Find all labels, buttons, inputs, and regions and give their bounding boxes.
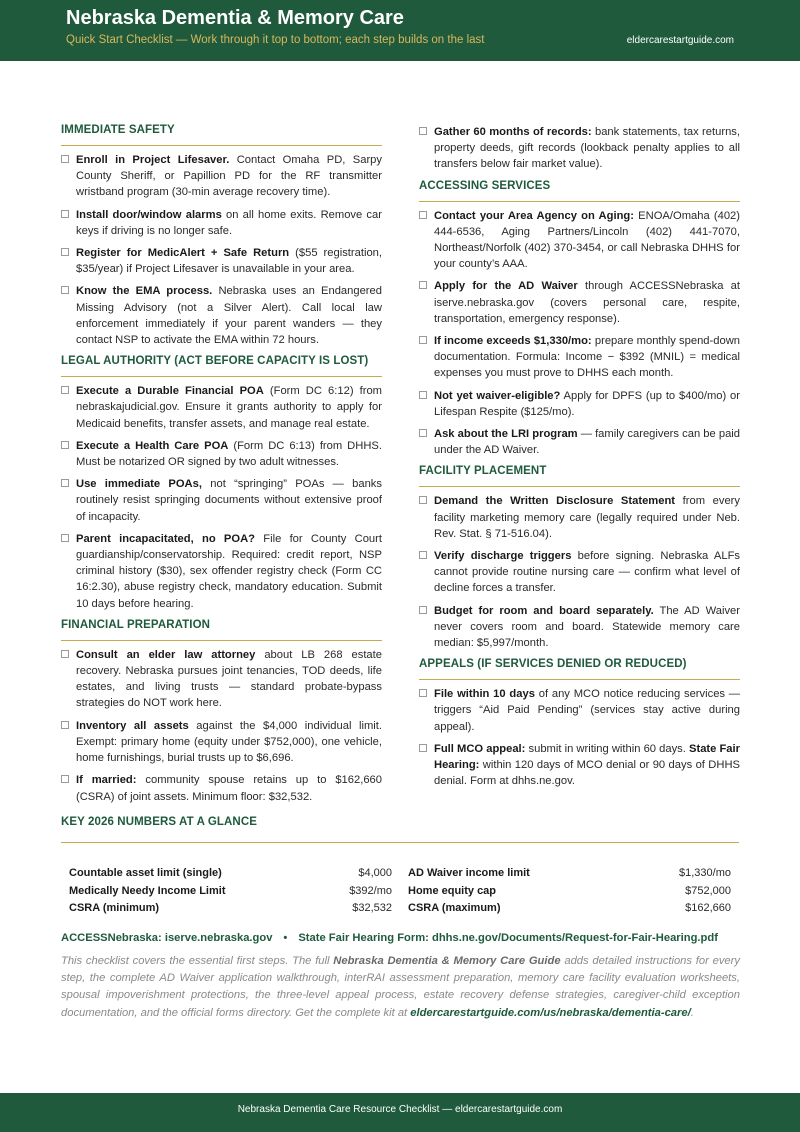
item-text: Contact Omaha PD, Sarpy County Sheriff, or Papillion PD for the RF transmitter wristband program (30-min average recovery time). bbox=[76, 154, 382, 199]
item-title: Enroll in Project Lifesaver. bbox=[76, 154, 230, 166]
checkbox-icon[interactable] bbox=[419, 336, 427, 344]
checkbox-icon[interactable] bbox=[61, 650, 69, 658]
item-title: File within 10 days bbox=[434, 688, 535, 701]
key-number-value: $752,000 bbox=[685, 884, 731, 897]
checklist-item bbox=[61, 531, 382, 612]
key-number-value: $1,330/mo bbox=[679, 867, 731, 879]
item-text: on all home exits. Remove car keys if driving is no longer safe. bbox=[76, 208, 382, 237]
item-title: Budget for room and board separately. bbox=[434, 604, 654, 617]
checkbox-icon[interactable] bbox=[61, 775, 69, 783]
key-numbers-section bbox=[61, 816, 739, 918]
checkbox-icon[interactable] bbox=[419, 689, 427, 697]
item-text: of any MCO notice reducing services — triggers “Aid Paid Pending” (services stay active during appeal). bbox=[434, 688, 740, 733]
checkbox-icon[interactable] bbox=[419, 211, 427, 219]
header-site: eldercarestartguide.com bbox=[626, 35, 734, 46]
cta-end: . bbox=[690, 1006, 694, 1019]
checklist-item bbox=[419, 208, 740, 273]
item-title: Execute a Durable Financial POA bbox=[76, 385, 264, 398]
key-number-value: $32,532 bbox=[352, 902, 392, 915]
checklist-item bbox=[419, 493, 740, 542]
section-heading: IMMEDIATE SAFETY bbox=[61, 124, 382, 146]
checklist-item bbox=[61, 152, 382, 201]
checklist-item bbox=[419, 548, 740, 597]
checkbox-icon[interactable] bbox=[419, 429, 427, 437]
checkbox-icon[interactable] bbox=[419, 606, 427, 614]
item-title: Contact your Area Agency on Aging: bbox=[434, 209, 634, 222]
item-title: Parent incapacitated, no POA? bbox=[76, 532, 255, 545]
checklist-item bbox=[61, 647, 382, 712]
item-title: Apply for the AD Waiver bbox=[434, 280, 578, 293]
key-number-row bbox=[69, 883, 392, 901]
key-number-label: Countable asset limit (single) bbox=[69, 867, 222, 879]
checklist-item bbox=[419, 741, 740, 790]
item-text: from every facility marketing memory care (legally required under Neb. Rev. Stat. § 71-516.04). bbox=[434, 495, 741, 540]
checkbox-icon[interactable] bbox=[61, 155, 69, 163]
checkbox-icon[interactable] bbox=[61, 441, 69, 449]
checklist-item bbox=[61, 245, 382, 277]
checkbox-icon[interactable] bbox=[419, 281, 427, 289]
checklist-item bbox=[61, 718, 382, 767]
item-text-secondary: within 120 days of MCO denial or 90 days of DHHS denial. Form at dhhs.ne.gov. bbox=[434, 759, 740, 788]
item-text: Apply for DPFS (up to $400/mo) or Lifespan Respite ($125/mo). bbox=[434, 389, 740, 418]
section-heading: FACILITY PLACEMENT bbox=[419, 465, 740, 487]
item-title: Inventory all assets bbox=[76, 719, 189, 732]
item-title: Demand the Written Disclosure Statement bbox=[434, 495, 676, 508]
key-number-row bbox=[408, 883, 731, 901]
key-numbers-right bbox=[408, 865, 731, 918]
item-title: Install door/window alarms bbox=[76, 208, 222, 221]
item-text: before signing. Nebraska ALFs cannot provide routine nursing care — confirm what level of decline forces a transfer. bbox=[434, 550, 740, 595]
item-title: Execute a Health Care POA bbox=[76, 439, 229, 452]
item-title: Register for MedicAlert + Safe Return bbox=[76, 247, 290, 260]
item-title: Full MCO appeal: bbox=[434, 742, 526, 755]
item-text: ($55 registration, $35/year) if Project Lifesaver is unavailable in your area. bbox=[76, 247, 382, 276]
checkbox-icon[interactable] bbox=[61, 479, 69, 487]
item-title: Not yet waiver-eligible? bbox=[434, 389, 561, 402]
item-title: Know the EMA process. bbox=[76, 285, 213, 298]
checkbox-icon[interactable] bbox=[61, 721, 69, 729]
checklist-item bbox=[419, 388, 740, 420]
item-text: File for County Court guardianship/conservatorship. Required: credit report, NSP criminal history ($30), sex offender registry check (Form CC 16:2.30), abuse registry check, mandatory education. Submit 10 days before hearing. bbox=[76, 532, 382, 610]
item-text: — family caregivers can be paid under the AD Waiver. bbox=[434, 428, 740, 457]
section-heading: KEY 2026 NUMBERS AT A GLANCE bbox=[61, 816, 739, 843]
page-subtitle: Quick Start Checklist — Work through it top to bottom; each step builds on the last bbox=[66, 34, 485, 46]
checkbox-icon[interactable] bbox=[61, 210, 69, 218]
item-text: community spouse retains up to $162,660 (CSRA) of joint assets. Minimum floor: $32,532. bbox=[76, 774, 382, 803]
item-text: Nebraska uses an Endangered Missing Advisory (not a Silver Alert). Call local law enforcement immediately if your parent wanders — they contact NSP to activate the EMA within 72 hours. bbox=[76, 285, 382, 347]
key-numbers-left bbox=[69, 865, 392, 918]
item-text: through ACCESSNebraska at iserve.nebraska.gov (covers personal care, respite, transportation, emergency response). bbox=[434, 280, 741, 325]
key-number-row bbox=[69, 865, 392, 883]
cta-intro: This checklist covers the essential first steps. The full bbox=[61, 955, 334, 967]
item-text: submit in writing within 60 days. bbox=[525, 742, 689, 755]
checklist-item bbox=[419, 686, 740, 735]
item-text: bank statements, tax returns, property deeds, gift records (lookback penalty applies to all transfers below fair market value). bbox=[434, 126, 740, 171]
right-column bbox=[419, 124, 740, 790]
section-heading: APPEALS (IF SERVICES DENIED OR REDUCED) bbox=[419, 658, 740, 680]
checkbox-icon[interactable] bbox=[419, 551, 427, 559]
checkbox-icon[interactable] bbox=[61, 386, 69, 394]
checklist-item bbox=[61, 438, 382, 470]
key-number-label: Medically Needy Income Limit bbox=[69, 884, 226, 897]
item-title: Verify discharge triggers bbox=[434, 550, 572, 563]
item-title: If income exceeds $1,330/mo: bbox=[434, 335, 592, 348]
footer-text: Nebraska Dementia Care Resource Checklist — eldercarestartguide.com bbox=[237, 1104, 563, 1115]
key-number-row bbox=[69, 900, 392, 918]
key-number-label: CSRA (minimum) bbox=[69, 902, 160, 915]
checklist-item bbox=[419, 426, 740, 458]
item-text: (Form DC 6:13) from DHHS. Must be notarized OR signed by two adult witnesses. bbox=[76, 439, 382, 469]
key-numbers-grid bbox=[61, 865, 739, 918]
item-title: Use immediate POAs, bbox=[76, 478, 202, 491]
item-title: If married: bbox=[76, 774, 137, 787]
fair-hearing-form-link[interactable]: State Fair Hearing Form: dhhs.ne.gov/Documents/Request-for-Fair-Hearing.pdf bbox=[298, 932, 718, 944]
key-number-value: $392/mo bbox=[349, 884, 392, 897]
page-footer bbox=[0, 1093, 800, 1132]
checkbox-icon[interactable] bbox=[419, 127, 427, 135]
item-text: prepare monthly spend-down documentation. Formula: Income − $392 (MNIL) = medical expenses you must prove to DHHS each month. bbox=[434, 335, 740, 380]
item-text: (Form DC 6:12) from nebraskajudicial.gov. Ensure it grants authority to apply for Medicaid benefits, transfer assets, and manage real estate. bbox=[76, 385, 382, 430]
checkbox-icon[interactable] bbox=[61, 534, 69, 542]
key-number-row bbox=[408, 865, 731, 883]
cta-body: adds detailed instructions for every step, the complete AD Waiver application walkthrough, interRAI assessment preparation, memory care facility evaluation worksheets, spousal impoverishment protections, the three-level appeal process, estate recovery defense strategies, caregiver-child exception documentation, and the official forms directory. Get the complete kit at bbox=[61, 955, 740, 1019]
guide-promo-text bbox=[61, 953, 740, 1022]
page-title: Nebraska Dementia & Memory Care bbox=[66, 7, 404, 29]
key-number-row bbox=[408, 900, 731, 918]
section-heading: ACCESSING SERVICES bbox=[419, 180, 740, 202]
checklist-item bbox=[61, 283, 382, 348]
guide-url-link[interactable]: eldercarestartguide.com/us/nebraska/dementia-care/ bbox=[410, 1006, 691, 1019]
checkbox-icon[interactable] bbox=[61, 286, 69, 294]
item-title: Ask about the LRI program bbox=[434, 428, 578, 441]
checklist-item bbox=[419, 333, 740, 382]
page-header bbox=[0, 0, 800, 61]
checkbox-icon[interactable] bbox=[419, 391, 427, 399]
item-title-secondary: State Fair Hearing: bbox=[434, 742, 740, 772]
checkbox-icon[interactable] bbox=[61, 248, 69, 256]
item-text: about LB 268 estate recovery. Nebraska pursues joint tenancies, TOD deeds, life estates, and living trusts — standard probate-bypass strategies do NOT work here. bbox=[76, 648, 382, 710]
key-number-label: AD Waiver income limit bbox=[408, 867, 530, 879]
checklist-item bbox=[61, 772, 382, 804]
section-heading: FINANCIAL PREPARATION bbox=[61, 619, 382, 641]
section-heading: LEGAL AUTHORITY (ACT BEFORE CAPACITY IS LOST) bbox=[61, 355, 382, 377]
item-text: The AD Waiver never covers room and board. Statewide memory care median: $5,997/month. bbox=[434, 604, 740, 650]
key-number-value: $4,000 bbox=[358, 867, 392, 879]
left-column bbox=[61, 124, 382, 805]
checklist-item bbox=[61, 207, 382, 239]
key-number-label: Home equity cap bbox=[408, 884, 497, 897]
item-text: ENOA/Omaha (402) 444-6536, Aging Partners/Lincoln (402) 441-7070, Northeast/Norfolk (402) 370-3454, or call Nebraska DHHS for your county’s AAA. bbox=[434, 209, 740, 271]
item-title: Consult an elder law attorney bbox=[76, 648, 256, 661]
item-text: against the $4,000 individual limit. Exempt: primary home (equity under $752,000), one vehicle, home furnishings, burial trusts up to $6,696. bbox=[76, 719, 382, 765]
guide-name: Nebraska Dementia & Memory Care Guide bbox=[333, 955, 561, 967]
key-number-value: $162,660 bbox=[685, 902, 731, 915]
checklist-item bbox=[61, 383, 382, 432]
key-number-label: CSRA (maximum) bbox=[408, 902, 501, 915]
link-separator: • bbox=[283, 932, 288, 944]
checkbox-icon[interactable] bbox=[419, 496, 427, 504]
resource-links bbox=[61, 932, 761, 944]
checkbox-icon[interactable] bbox=[419, 744, 427, 752]
checklist-item bbox=[419, 603, 740, 652]
checklist-item bbox=[419, 124, 740, 173]
checklist-item bbox=[419, 278, 740, 327]
checklist-item bbox=[61, 476, 382, 525]
item-title: Gather 60 months of records: bbox=[434, 126, 592, 138]
access-nebraska-link[interactable]: ACCESSNebraska: iserve.nebraska.gov bbox=[61, 932, 273, 944]
item-text: not “springing” POAs — banks routinely resist springing documents without extensive proof of incapacity. bbox=[76, 478, 382, 523]
